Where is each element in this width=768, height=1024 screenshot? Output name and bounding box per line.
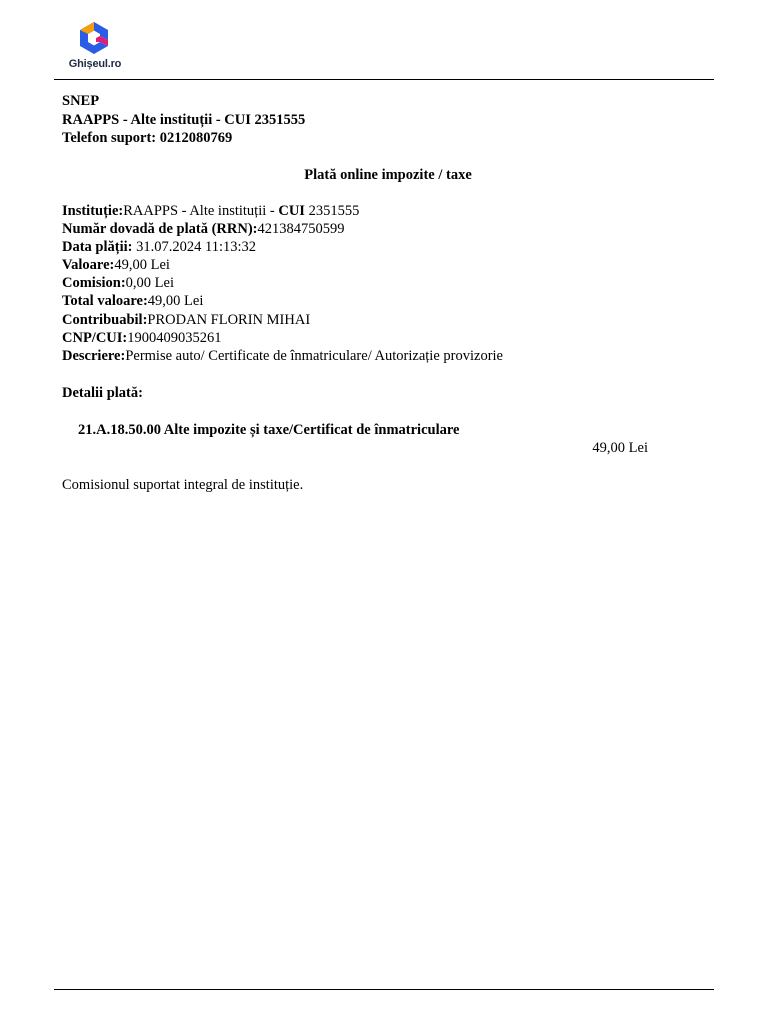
field-descriere: Descriere:Permise auto/ Certificate de înmatriculare/ Autorizație provizorie <box>62 348 503 364</box>
field-data-platii: Data plății: 31.07.2024 11:13:32 <box>62 239 257 255</box>
payment-details-heading: Detalii plată: <box>62 385 143 401</box>
header-institution: RAAPPS - Alte instituții - CUI 2351555 <box>62 112 306 128</box>
ghiseul-logo <box>60 20 130 76</box>
payment-item-label: 21.A.18.50.00 Alte impozite și taxe/Certificat de înmatriculare <box>78 422 460 438</box>
field-total-valoare: Total valoare:49,00 Lei <box>62 293 204 309</box>
field-valoare: Valoare:49,00 Lei <box>62 257 170 273</box>
ghiseul-logo-icon <box>74 20 114 56</box>
field-rrn: Număr dovadă de plată (RRN):421384750599 <box>62 221 345 237</box>
footer-divider <box>54 989 714 990</box>
field-cnp-cui: CNP/CUI:1900409035261 <box>62 330 222 346</box>
payment-item-amount: 49,00 Lei <box>592 440 648 456</box>
field-comision: Comision:0,00 Lei <box>62 275 174 291</box>
document-title: Plată online impozite / taxe <box>304 167 472 183</box>
header-org: SNEP <box>62 93 100 109</box>
footer-note: Comisionul suportat integral de instituție. <box>62 477 304 493</box>
ghiseul-logo-text: Ghișeul.ro <box>68 58 122 70</box>
header-divider <box>54 79 714 80</box>
field-contribuabil: Contribuabil:PRODAN FLORIN MIHAI <box>62 312 311 328</box>
field-institutie: Instituție:RAAPPS - Alte instituții - CUI 2351555 <box>62 203 360 219</box>
header-phone: Telefon suport: 0212080769 <box>62 130 233 146</box>
